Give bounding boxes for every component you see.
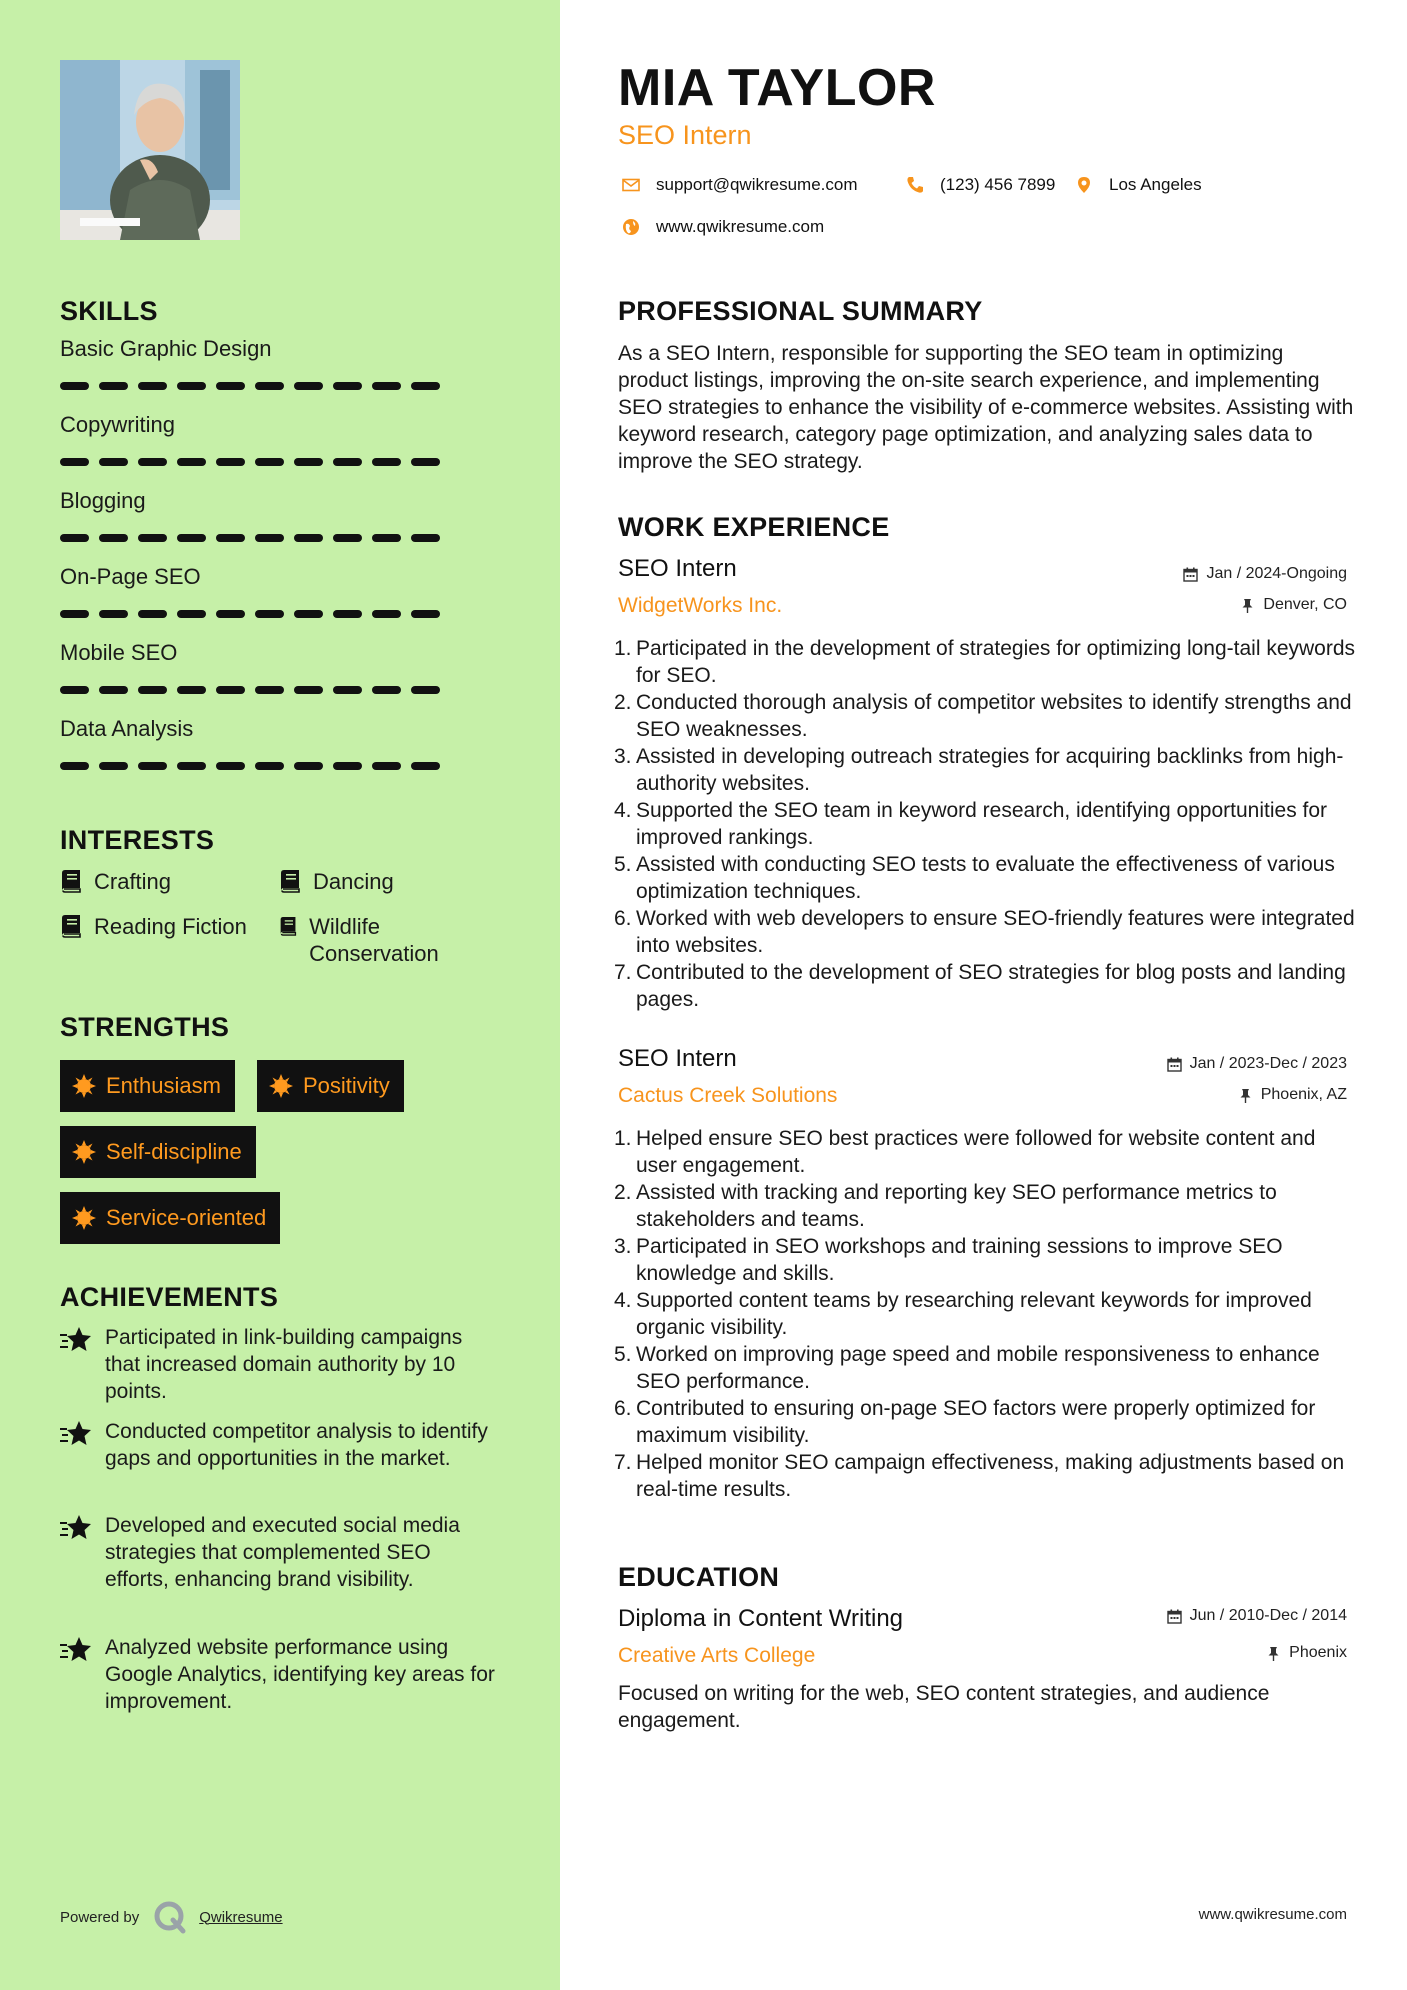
- job-title: SEO Intern: [618, 1045, 737, 1072]
- list-item: 3. Participated in SEO workshops and training sessions to improve SEO knowledge and skills.: [614, 1235, 1283, 1285]
- job-dates: [1167, 1055, 1347, 1073]
- star-icon: [60, 1514, 92, 1542]
- star-icon: [60, 1420, 92, 1448]
- skill-label: Mobile SEO: [60, 640, 178, 665]
- list-item: 2. Assisted with tracking and reporting key SEO performance metrics to stakeholders and teams.: [614, 1181, 1277, 1231]
- achievement-text: Analyzed website performance using Google Analytics, identifying key areas for improvement.: [105, 1636, 495, 1713]
- list-item: 7. Helped monitor SEO campaign effectiveness, making adjustments based on real-time results.: [614, 1451, 1345, 1501]
- skill-meter: [60, 534, 460, 542]
- job-location-text: Phoenix, AZ: [1260, 1086, 1347, 1103]
- job-company: WidgetWorks Inc.: [618, 594, 783, 617]
- list-item: 1. Helped ensure SEO best practices were followed for website content and user engagement.: [614, 1127, 1316, 1177]
- job-company: Cactus Creek Solutions: [618, 1084, 838, 1107]
- job-dates-text: Jan / 2024-Ongoing: [1206, 565, 1347, 582]
- job-bullets: [614, 635, 1358, 1013]
- interest-label: Reading Fiction: [94, 914, 247, 939]
- strength-badge: [60, 1192, 280, 1244]
- achievement-item: [60, 1418, 500, 1472]
- website-text: www.qwikresume.com: [656, 217, 825, 236]
- candidate-name: MIA TAYLOR: [618, 59, 936, 117]
- skill-item: [60, 334, 460, 390]
- summary-text: As a SEO Intern, responsible for supporting the SEO team in optimizing product listings, improving the on-site search experience, and implementing SEO strategies to enhance the visibility of e-commerce websites. Assisting with keyword research, category page optimization, and analyzing sales data to improve the SEO strategy.: [618, 342, 1354, 473]
- education-location-text: Phoenix: [1289, 1644, 1347, 1661]
- list-item: 7. Contributed to the development of SEO strategies for blog posts and landing pages.: [614, 961, 1346, 1011]
- sun-icon: [269, 1074, 293, 1098]
- contact-location: [1075, 175, 1202, 195]
- job-location-text: Denver, CO: [1263, 596, 1347, 613]
- skill-item: [60, 410, 460, 466]
- globe-icon: [622, 218, 640, 236]
- book-icon: [60, 869, 82, 893]
- list-item: 6. Contributed to ensuring on-page SEO factors were properly optimized for maximum visibility.: [614, 1397, 1316, 1447]
- map-pin-icon: [1075, 176, 1093, 194]
- job-bullets: [614, 1125, 1358, 1503]
- interest-item: [60, 913, 247, 940]
- list-item: 2. Conducted thorough analysis of competitor websites to identify strengths and SEO weaknesses.: [614, 691, 1352, 741]
- achievement-item: [60, 1634, 500, 1715]
- contact-email: [622, 175, 858, 195]
- education-dates-text: Jun / 2010-Dec / 2014: [1189, 1607, 1347, 1624]
- skill-meter: [60, 458, 460, 466]
- qwikresume-logo-icon: [153, 1900, 187, 1934]
- skill-meter: [60, 762, 460, 770]
- interest-item: [60, 868, 171, 895]
- skills-heading: SKILLS: [60, 296, 158, 326]
- skill-meter: [60, 382, 460, 390]
- strengths-heading: STRENGTHS: [60, 1012, 230, 1042]
- book-icon: [279, 914, 297, 938]
- education-location: [1266, 1644, 1347, 1662]
- profile-photo: [60, 60, 240, 240]
- interest-item: [279, 913, 479, 967]
- education-description: Focused on writing for the web, SEO content strategies, and audience engagement.: [618, 1682, 1270, 1732]
- book-icon: [60, 914, 82, 938]
- experience-heading: WORK EXPERIENCE: [618, 512, 890, 542]
- skill-label: On-Page SEO: [60, 564, 201, 589]
- list-item: 5. Worked on improving page speed and mobile responsiveness to enhance SEO performance.: [614, 1343, 1320, 1393]
- strength-badge: [60, 1060, 235, 1112]
- interests-heading: INTERESTS: [60, 825, 215, 855]
- interest-item: [279, 868, 394, 895]
- list-item: 4. Supported the SEO team in keyword research, identifying opportunities for improved rankings.: [614, 799, 1328, 849]
- job-dates: [1183, 565, 1347, 583]
- star-icon: [60, 1636, 92, 1664]
- sun-icon: [72, 1074, 96, 1098]
- calendar-icon: [1167, 1609, 1182, 1624]
- achievement-item: [60, 1512, 500, 1593]
- candidate-role: SEO Intern: [618, 120, 752, 150]
- strength-badge: [257, 1060, 404, 1112]
- skill-item: [60, 486, 460, 542]
- education-heading: EDUCATION: [618, 1562, 780, 1592]
- strength-badge: [60, 1126, 256, 1178]
- sun-icon: [72, 1206, 96, 1230]
- skill-meter: [60, 610, 460, 618]
- skill-meter: [60, 686, 460, 694]
- achievement-item: [60, 1324, 500, 1405]
- achievements-heading: ACHIEVEMENTS: [60, 1282, 279, 1312]
- summary-heading: PROFESSIONAL SUMMARY: [618, 296, 983, 326]
- sidebar: [0, 0, 560, 1990]
- skill-label: Basic Graphic Design: [60, 336, 272, 361]
- job-title: SEO Intern: [618, 555, 737, 582]
- contact-phone: [906, 175, 1055, 195]
- strength-label: Positivity: [303, 1073, 390, 1098]
- list-item: 4. Supported content teams by researching relevant keywords for improved organic visibility.: [614, 1289, 1312, 1339]
- location-text: Los Angeles: [1109, 175, 1202, 194]
- list-item: 5. Assisted with conducting SEO tests to evaluate the effectiveness of various optimization techniques.: [614, 853, 1335, 903]
- contact-website: [622, 217, 824, 237]
- job-dates-text: Jan / 2023-Dec / 2023: [1189, 1055, 1347, 1072]
- qwikresume-link[interactable]: Qwikresume: [199, 1908, 283, 1926]
- strength-label: Service-oriented: [106, 1205, 267, 1230]
- list-item: 1. Participated in the development of strategies for optimizing long-tail keywords for SEO.: [614, 637, 1356, 687]
- list-item: 3. Assisted in developing outreach strategies for acquiring backlinks from high-authority websites.: [614, 745, 1344, 795]
- achievement-text: Conducted competitor analysis to identify gaps and opportunities in the market.: [105, 1420, 488, 1470]
- powered-by-label: Powered by: [60, 1908, 140, 1926]
- achievement-text: Participated in link-building campaigns that increased domain authority by 10 points.: [105, 1326, 463, 1403]
- achievement-text: Developed and executed social media strategies that complemented SEO efforts, enhancing brand visibility.: [105, 1514, 460, 1591]
- pushpin-icon: [1240, 598, 1255, 613]
- skill-item: [60, 562, 460, 618]
- phone-icon: [906, 176, 924, 194]
- interest-label: Crafting: [94, 869, 172, 894]
- envelope-icon: [622, 176, 640, 194]
- star-icon: [60, 1326, 92, 1354]
- strength-label: Enthusiasm: [106, 1073, 221, 1098]
- education-degree: Diploma in Content Writing: [618, 1605, 904, 1632]
- sun-icon: [72, 1140, 96, 1164]
- book-icon: [279, 869, 301, 893]
- interest-label: Wildlife Conservation: [309, 914, 439, 966]
- education-dates: [1167, 1607, 1347, 1625]
- skill-item: [60, 714, 460, 770]
- email-text: support@qwikresume.com: [656, 175, 858, 194]
- footer-url: www.qwikresume.com: [1198, 1906, 1347, 1923]
- job-location: [1240, 596, 1347, 614]
- skill-label: Data Analysis: [60, 716, 194, 741]
- skill-label: Copywriting: [60, 412, 175, 437]
- pushpin-icon: [1238, 1088, 1253, 1103]
- strength-label: Self-discipline: [106, 1139, 242, 1164]
- education-school: Creative Arts College: [618, 1644, 816, 1667]
- powered-by: [60, 1900, 283, 1934]
- skill-label: Blogging: [60, 488, 146, 513]
- calendar-icon: [1167, 1057, 1182, 1072]
- calendar-icon: [1183, 567, 1198, 582]
- job-location: [1238, 1086, 1347, 1104]
- list-item: 6. Worked with web developers to ensure SEO-friendly features were integrated into websites.: [614, 907, 1355, 957]
- skill-item: [60, 638, 460, 694]
- interest-label: Dancing: [313, 869, 394, 894]
- phone-text: (123) 456 7899: [940, 175, 1056, 194]
- pushpin-icon: [1266, 1646, 1281, 1661]
